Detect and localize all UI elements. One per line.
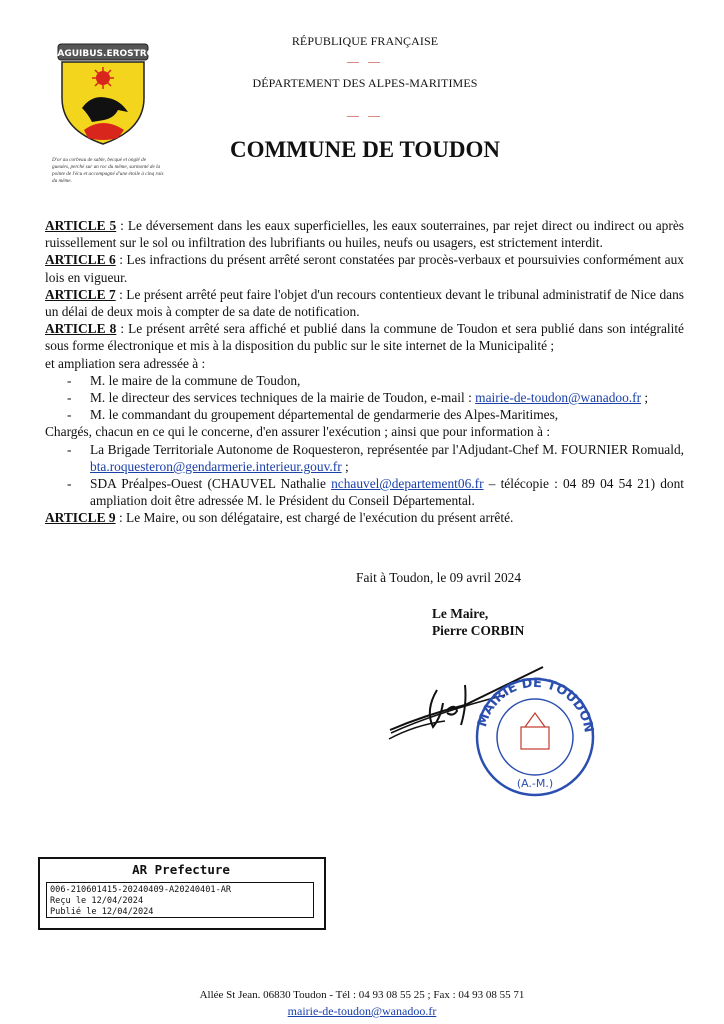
list-item: - M. le commandant du groupement départemental de gendarmerie des Alpes-Maritimes,	[67, 407, 559, 423]
email-link[interactable]: nchauvel@departement06.fr	[331, 476, 484, 492]
list-item: - La Brigade Territoriale Autonome de Roquesteron, représentée par l'Adjudant-Chef M. FOURNIER Romuald, bta.roquesteron@gendarmerie.interieur.gouv.fr ;	[67, 441, 684, 474]
list-item-text: La Brigade Territoriale Autonome de Roquesteron, représentée par l'Adjudant-Chef M. FOURNIER Romuald,	[90, 441, 684, 457]
stamp-bottom-text: (A.-M.)	[516, 777, 554, 790]
signatory-name: Pierre CORBIN	[432, 623, 525, 638]
place-date: Fait à Toudon, le 09 avril 2024	[356, 570, 522, 585]
article-text: : Le Maire, ou son délégataire, est chargé de l'exécution du présent arrêté.	[115, 510, 514, 526]
list-item-text: – télécopie : 04 89 04 54 21) dont ampliation doit être adressée M. le Président du Conseil Départemental.	[90, 476, 684, 509]
article-text: : Le déversement dans les eaux superficielles, les eaux souterraines, par rejet direct ou indirect ou après ruissellement sur le sol ou infiltration des lubrifiants ou huiles, neufs ou usagers, est strictement interdit.	[45, 218, 684, 251]
ar-reference: 006-210601415-20240409-A20240401-AR	[50, 885, 232, 895]
article-label: ARTICLE 5	[45, 218, 117, 233]
signatory-title: Le Maire,	[432, 606, 489, 621]
article-text: : Le présent arrêté sera affiché et publié dans la commune de Toudon et sera publié dans son intégralité sous forme électronique et mis à la disposition du public sur le site internet de la Municipalité ;	[45, 321, 685, 354]
signature-and-stamp	[385, 655, 605, 805]
ar-published: Publié le 12/04/2024	[50, 906, 154, 917]
list-item-text: M. le directeur des services techniques de la mairie de Toudon, e-mail :	[90, 390, 476, 406]
article-6	[45, 251, 684, 285]
header-separator: — —	[347, 54, 383, 68]
commune-title: COMMUNE DE TOUDON	[229, 137, 501, 162]
ampliation-line: et ampliation sera adressée à :	[45, 355, 206, 371]
footer-address: Allée St Jean. 06830 Toudon - Tél : 04 93 08 55 25 ; Fax : 04 93 08 55 71	[199, 989, 525, 1001]
email-link[interactable]: bta.roquesteron@gendarmerie.interieur.gouv.fr	[90, 458, 342, 474]
stamp-top-text: MAIRIE DE TOUDON	[475, 675, 596, 734]
footer-email-wrap	[0, 1004, 724, 1019]
list-item: - SDA Préalpes-Ouest (CHAUVEL Nathalie nchauvel@departement06.fr – télécopie : 04 89 04 54 21) dont ampliation doit être adressée M. le Président du Conseil Départemental.	[67, 476, 684, 509]
document-body	[45, 217, 684, 527]
ar-received: Reçu le 12/04/2024	[50, 895, 144, 906]
list-item-text: SDA Préalpes-Ouest (CHAUVEL Nathalie	[90, 476, 332, 492]
list-item-text: M. le maire de la commune de Toudon,	[90, 372, 301, 388]
article-label: ARTICLE 7	[45, 286, 116, 302]
charges-line: Chargés, chacun en ce qui le concerne, d'en assurer l'exécution ; ainsi que pour information à :	[45, 424, 551, 440]
list-item-text: ;	[341, 458, 349, 474]
article-5	[45, 217, 684, 251]
footer-email-link[interactable]: mairie-de-toudon@wanadoo.fr	[287, 1004, 437, 1018]
crest-motto: D'or au corbeau de sable, becqué et onglé de gueules, perché sur un roc du même, surmonté de la pointe de l'écu et accompagné d'une étoile à cinq rais du même.	[52, 157, 164, 184]
republic-heading: RÉPUBLIQUE FRANÇAISE	[291, 34, 439, 48]
article-8	[45, 320, 684, 354]
email-link[interactable]: mairie-de-toudon@wanadoo.fr	[475, 390, 642, 406]
article-label: ARTICLE 9	[45, 510, 116, 526]
header-separator-2: — —	[347, 108, 383, 122]
list-item: - M. le maire de la commune de Toudon,	[67, 372, 301, 388]
article-label: ARTICLE 6	[45, 252, 116, 268]
commune-crest-logo	[48, 38, 158, 146]
ar-prefecture-title: AR Prefecture	[132, 862, 230, 877]
article-9	[45, 509, 684, 526]
article-text: : Le présent arrêté peut faire l'objet d'un recours contentieux devant le tribunal administratif de Nice dans un délai de deux mois à compter de sa date de notification.	[45, 286, 684, 320]
svg-text:LAGUIBUS.EROSTRO: LAGUIBUS.EROSTRO	[51, 49, 155, 59]
department-heading: DÉPARTEMENT DES ALPES-MARITIMES	[252, 76, 478, 90]
list-item: - M. le directeur des services techniques de la mairie de Toudon, e-mail : mairie-de-toudon@wanadoo.fr ;	[67, 390, 649, 406]
list-item-text: ;	[641, 390, 649, 406]
article-text: : Les infractions du présent arrêté seront constatées par procès-verbaux et poursuivies conformément aux lois en vigueur.	[45, 252, 685, 285]
ar-prefecture-details	[46, 882, 314, 918]
article-label: ARTICLE 8	[45, 321, 117, 337]
article-7	[45, 286, 684, 320]
signatory	[432, 605, 524, 639]
svg-text:MAIRIE DE TOUDON	[475, 676, 596, 734]
list-item-text: M. le commandant du groupement départemental de gendarmerie des Alpes-Maritimes,	[90, 407, 559, 423]
